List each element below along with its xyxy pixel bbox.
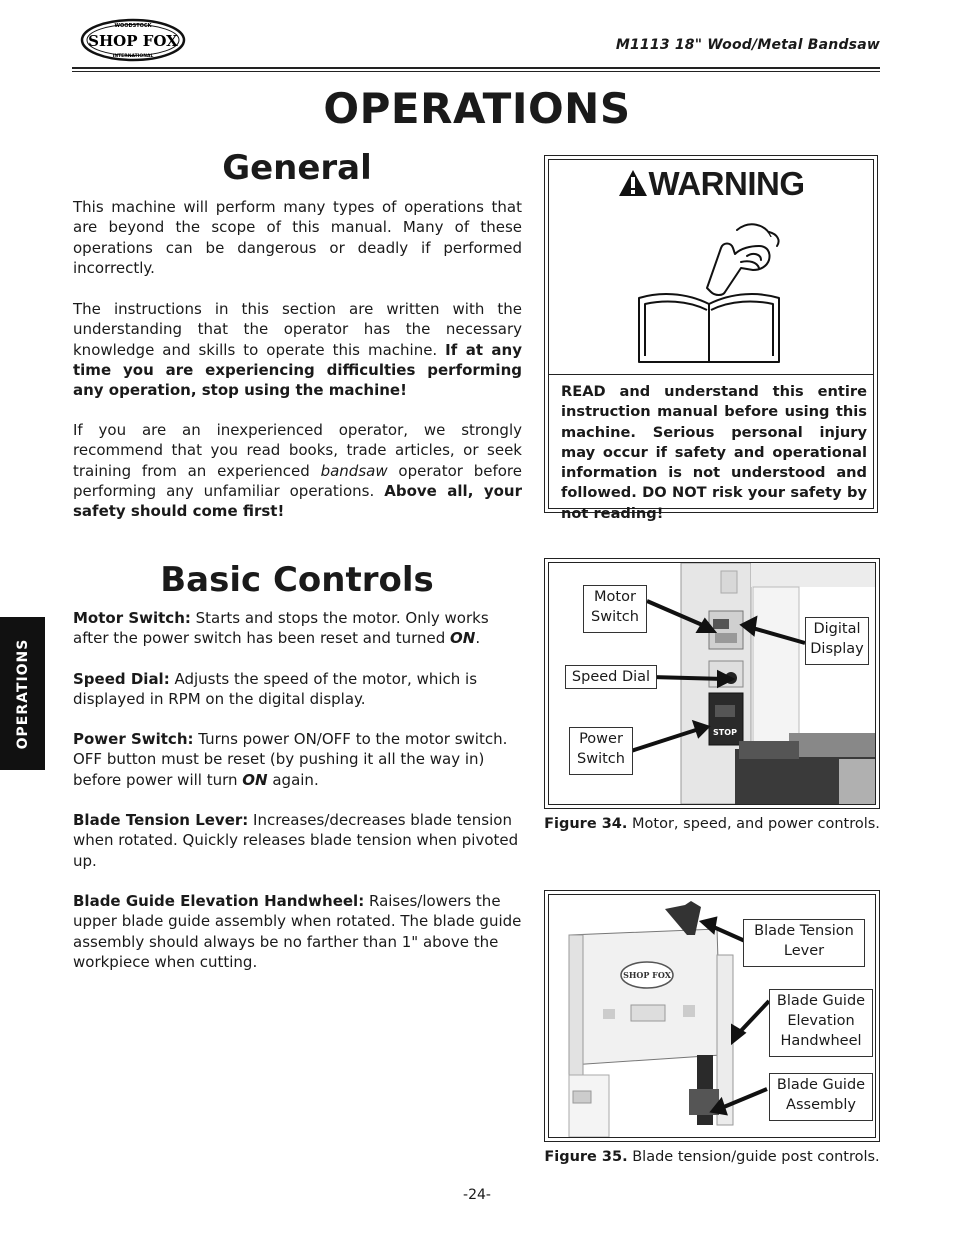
general-paragraph-2: The instructions in this section are written with the understanding that the operator has the necessary knowledge and skills to operate this machine. If at any time you are experiencing difficulties performing any operation, stop using the machine!: [73, 300, 522, 400]
warning-divider: [549, 374, 873, 375]
page-number: -24-: [463, 1187, 491, 1203]
header-rule-thin: [72, 71, 880, 72]
warning-text: READ and understand this entire instruction manual before using this machine. Serious personal injury may occur if safety and operational information is not understood and followed. DO NOT risk your safety by not reading!: [561, 383, 867, 522]
warning-box: [544, 155, 878, 522]
callout-blade-tension-lever: Blade Tension Lever: [743, 919, 865, 967]
control-description: Speed Dial: Adjusts the speed of the motor, which is displayed in RPM on the digital display.: [73, 670, 478, 709]
figure-35: [544, 890, 880, 1142]
warning-heading: WARNING: [549, 165, 873, 205]
manual-title: M1113 18" Wood/Metal Bandsaw: [615, 37, 880, 53]
page-title: OPERATIONS: [323, 84, 631, 133]
logo-text: SHOP FOX: [88, 32, 178, 50]
logo-top-text: WOODSTOCK: [114, 23, 152, 29]
figure-34: [544, 558, 880, 809]
callout-blade-guide-assembly: Blade Guide Assembly: [769, 1073, 873, 1121]
callout-blade-guide-elevation-handwheel: Blade Guide Elevation Handwheel: [769, 989, 873, 1057]
general-heading: General: [222, 148, 372, 188]
callout-power-switch: Power Switch: [569, 727, 633, 775]
callout-speed-dial: Speed Dial: [565, 665, 657, 689]
control-description: Blade Guide Elevation Handwheel: Raises/lowers the upper blade guide assembly when rotated. The blade guide assembly should always be no farther than 1" above the workpiece when cutting.: [73, 892, 522, 971]
callout-motor-switch: Motor Switch: [583, 585, 647, 633]
header-rule: [72, 67, 880, 69]
read-manual-icon: [637, 212, 797, 368]
stop-button-label: STOP: [713, 728, 737, 737]
control-description: Motor Switch: Starts and stops the motor. Only works after the power switch has been reset and turned ON.: [73, 609, 489, 648]
side-tab-label: OPERATIONS: [14, 638, 31, 749]
logo-bottom-text: INTERNATIONAL: [112, 54, 154, 59]
side-section-tab: [0, 617, 45, 770]
control-description: Power Switch: Turns power ON/OFF to the motor switch. OFF button must be reset (by pushing it all the way in) before power will turn ON again.: [73, 730, 508, 789]
callout-digital-display: Digital Display: [805, 617, 869, 665]
badge-logo-text: SHOP FOX: [623, 970, 671, 980]
figure-34-caption: Figure 34. Motor, speed, and power controls.: [544, 816, 880, 832]
control-description: Blade Tension Lever: Increases/decreases blade tension when rotated. Quickly releases blade tension when pivoted up.: [73, 811, 519, 870]
general-paragraph-3: If you are an inexperienced operator, we strongly recommend that you read books, trade articles, or seek training from an experienced bandsaw operator before performing any unfamiliar operations. Above all, your safety should come first!: [73, 421, 523, 521]
shop-fox-logo: [80, 18, 186, 62]
figure-35-caption: Figure 35. Blade tension/guide post controls.: [544, 1149, 880, 1165]
basic-controls-heading: Basic Controls: [160, 560, 434, 600]
general-paragraph-1: This machine will perform many types of operations that are beyond the scope of this manual. Many of these operations can be dangerous or deadly if performed incorrectly.: [73, 198, 522, 277]
warning-triangle-icon: [618, 167, 648, 205]
